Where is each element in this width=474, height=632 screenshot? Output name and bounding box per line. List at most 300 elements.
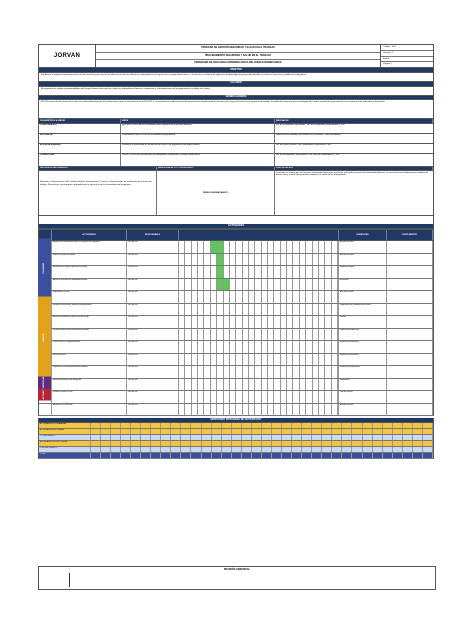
activity-compliance	[387, 391, 433, 403]
activity-responsible: Jefe de SST	[127, 241, 179, 253]
activity-row	[38, 266, 434, 279]
parameter-goal: Ejecutar el 100% de las actividades del programa en el periodo definido	[121, 124, 275, 133]
summary-cell	[222, 423, 232, 428]
activity-responsible: Jefe de SST	[127, 304, 179, 316]
summary-cell	[332, 441, 342, 446]
summary-cell	[101, 453, 111, 458]
summary-cell	[262, 423, 272, 428]
risk-header: RIESGO/IMPACTO CONTROLADO	[157, 167, 275, 171]
document-header	[38, 44, 434, 68]
summary-cell	[322, 435, 332, 440]
month-grid	[179, 291, 339, 303]
activity-header: ACTIVIDADES	[52, 230, 127, 240]
activity-evidence: Diagnóstico de condiciones de salud	[339, 304, 387, 316]
summary-cell	[282, 447, 292, 452]
activity-text: Capacitación en higiene postural	[52, 341, 127, 353]
summary-cell	[262, 447, 272, 452]
scope-text: El programa de vigilancia epidemiológica del riesgo biomecánico aplica a todos los trabajadores directos, contratistas y subcontratistas de la organización en todas sus sedes.	[38, 87, 434, 96]
resources-text: Humanos: Profesional en SST, médico laboral, fisioterapeuta. Técnicos: Herramientas de evaluación de puestos de trabajo. Financieros: presupuesto asignado para la ejecución de las actividades del programa.	[39, 171, 157, 215]
activity-compliance	[387, 379, 433, 391]
activity-responsible: Jefe de SST	[127, 329, 179, 341]
summary-cell	[282, 435, 292, 440]
summary-cell	[171, 441, 181, 446]
summary-cell	[181, 435, 191, 440]
parameter-row	[38, 134, 434, 144]
summary-cell	[423, 423, 433, 428]
activity-row	[38, 354, 434, 367]
activity-compliance	[387, 316, 433, 328]
summary-cell	[413, 441, 423, 446]
summary-cell	[141, 453, 151, 458]
month-cell	[332, 316, 338, 328]
objective-heading: OBJETIVO	[38, 68, 434, 73]
summary-cell	[242, 441, 252, 446]
company-logo: JORVAN	[39, 45, 96, 67]
months-header	[179, 230, 339, 240]
summary-cell	[373, 453, 383, 458]
summary-label: ACTIVIDADES PROGRAMADAS	[39, 423, 91, 428]
summary-cell	[111, 447, 121, 452]
justification-text: Teniendo en cuenta que las lesiones osteomusculares son una de las principales causas de enfermedad laboral, se hace necesario implementar medidas de prevención y control que permitan mantener la salud de los trabajadores.	[276, 171, 429, 177]
parameter-row	[38, 144, 434, 154]
summary-cell	[121, 423, 131, 428]
month-grid	[179, 266, 339, 278]
activity-evidence: Acta de revisión	[339, 404, 387, 416]
summary-cell	[292, 441, 302, 446]
generalities-heading: GENERALIDADES	[38, 96, 434, 101]
summary-cell	[181, 447, 191, 452]
activity-compliance	[387, 291, 433, 303]
evidence-header: EVIDENCIAS	[339, 230, 387, 240]
summary-cell	[363, 435, 373, 440]
summary-cell	[352, 447, 362, 452]
summary-cell	[161, 423, 171, 428]
summary-cell	[322, 447, 332, 452]
activity-responsible: Jefe de SST	[127, 391, 179, 403]
generalities-text: El PVE consta de dos fases de acción. Se realiza identificación de cuadro básico que se encuentran en la SG-SST, y se conforma el modelo teórico de intervención, identificando los factores de riesgo presentes en los puestos de trabajo, la población expuesta y las estrategias de control, promoción y prevención, con evaluación de indicadores de gestión.	[38, 100, 434, 119]
summary-cell	[232, 447, 242, 452]
summary-cell	[403, 447, 413, 452]
activity-responsible: Jefe de SST	[127, 379, 179, 391]
summary-cell	[91, 429, 101, 434]
summary-cell	[403, 435, 413, 440]
activity-evidence: Registro de asistencia	[339, 341, 387, 353]
summary-cell	[111, 441, 121, 446]
summary-cell	[242, 447, 252, 452]
activity-compliance	[387, 304, 433, 316]
summary-cell	[121, 447, 131, 452]
activity-text: Realizar inspecciones a puestos de trabajo	[52, 329, 127, 341]
activity-responsible: Jefe de SST	[127, 316, 179, 328]
month-grid	[179, 329, 339, 341]
summary-cell	[191, 441, 201, 446]
resources-row	[38, 171, 434, 216]
activity-compliance	[387, 241, 433, 253]
summary-cell	[352, 423, 362, 428]
activity-compliance	[387, 329, 433, 341]
summary-label: TOTAL	[39, 453, 91, 458]
summary-cell	[222, 447, 232, 452]
summary-cell	[342, 441, 352, 446]
summary-cell	[141, 435, 151, 440]
summary-cell	[393, 429, 403, 434]
summary-cell	[212, 423, 222, 428]
doc-version: Versión : 1	[381, 51, 433, 57]
summary-cell	[191, 453, 201, 458]
summary-cell	[101, 423, 111, 428]
summary-cell	[262, 453, 272, 458]
summary-cell	[121, 453, 131, 458]
activity-row	[38, 316, 434, 329]
summary-cell	[131, 441, 141, 446]
summary-cell	[342, 453, 352, 458]
activity-compliance	[387, 404, 433, 416]
activity-text: Realizar ajustes al PVE	[52, 391, 127, 403]
activity-text: Evaluar indicadores del programa	[52, 379, 127, 391]
month-cell	[332, 379, 338, 391]
summary-cell	[282, 429, 292, 434]
parameter-indicator: No. de casos nuevos / No. trabajadores expuestos x 100	[276, 144, 331, 147]
summary-cell	[252, 447, 262, 452]
activity-compliance	[387, 354, 433, 366]
activity-text: Analizar la población según nivel de riesgo	[52, 316, 127, 328]
summary-cell	[161, 447, 171, 452]
summary-cell	[161, 429, 171, 434]
phase-label: ACTUAR	[38, 389, 51, 401]
parameter-goal: Cumplimiento del 90% de las actividades programadas	[121, 134, 275, 143]
summary-cell	[212, 435, 222, 440]
month-grid	[179, 366, 339, 378]
summary-cell	[413, 453, 423, 458]
summary-cell	[131, 453, 141, 458]
summary-cell	[191, 429, 201, 434]
summary-cell	[121, 441, 131, 446]
activity-responsible: Jefe de SST	[127, 341, 179, 353]
summary-cell	[373, 435, 383, 440]
summary-cell	[272, 429, 282, 434]
month-cell	[332, 254, 338, 266]
scope-heading: ALCANCE	[38, 82, 434, 87]
summary-cell	[423, 447, 433, 452]
process-title: PROCESO DE GESTIÓN SEGURIDAD Y SALUD EN EL TRABAJO	[96, 45, 380, 53]
activity-evidence: Plan de mejora	[339, 391, 387, 403]
activity-row	[38, 291, 434, 304]
summary-cell	[352, 429, 362, 434]
parameter-row	[38, 124, 434, 134]
summary-cell	[272, 453, 282, 458]
summary-row	[38, 453, 434, 459]
activity-evidence: Acta de Reunión	[339, 291, 387, 303]
summary-cell	[413, 429, 423, 434]
summary-cell	[322, 453, 332, 458]
summary-cell	[111, 429, 121, 434]
month-grid	[179, 316, 339, 328]
summary-cell	[312, 453, 322, 458]
summary-cell	[342, 423, 352, 428]
management-review-label: REVISIÓN GERENCIAL	[223, 568, 251, 571]
parameter-label: EFICACIA (Impacto)	[39, 144, 121, 153]
activity-compliance	[387, 266, 433, 278]
summary-cell	[272, 423, 282, 428]
summary-cell	[161, 435, 171, 440]
doc-date: Fecha :	[381, 57, 433, 63]
phase-label: VERIFICAR	[38, 377, 51, 389]
summary-cell	[171, 435, 181, 440]
activity-row	[38, 279, 434, 292]
summary-cell	[373, 429, 383, 434]
summary-rows	[38, 423, 434, 459]
summary-cell	[383, 447, 393, 452]
summary-cell	[332, 435, 342, 440]
summary-cell	[111, 453, 121, 458]
summary-cell	[242, 453, 252, 458]
summary-cell	[171, 453, 181, 458]
summary-cell	[332, 453, 342, 458]
summary-cell	[302, 423, 312, 428]
schedule-heading: ACTIVIDADES	[38, 224, 434, 229]
summary-cell	[131, 423, 141, 428]
summary-cell	[262, 441, 272, 446]
phase-label: HACER	[38, 297, 51, 378]
summary-cell	[302, 453, 312, 458]
month-cell	[332, 404, 338, 416]
summary-cell	[352, 435, 362, 440]
activity-row	[38, 241, 434, 254]
summary-cell	[322, 429, 332, 434]
summary-cell	[393, 441, 403, 446]
summary-cell	[141, 441, 151, 446]
summary-cell	[423, 441, 433, 446]
summary-label: % CUMPLIMIENTO	[39, 435, 91, 440]
month-cell	[332, 341, 338, 353]
activity-responsible: Jefe de SST	[127, 266, 179, 278]
month-grid	[179, 354, 339, 366]
activity-responsible: Jefe de SST	[127, 354, 179, 366]
activity-responsible: Jefe de SST	[127, 404, 179, 416]
month-cell	[332, 266, 338, 278]
month-cell	[332, 241, 338, 253]
doc-code: Código : SST	[381, 45, 433, 51]
summary-cell	[403, 453, 413, 458]
summary-cell	[423, 435, 433, 440]
summary-cell	[101, 447, 111, 452]
resources-header: RECURSOS NECESARIOS	[39, 167, 157, 171]
summary-cell	[222, 453, 232, 458]
parameter-indicator: No. de trabajadores intervenidos / No. total de trabajadores x 100	[276, 154, 340, 157]
parameters-header: PARAMETROS A MEDIR	[39, 119, 121, 123]
summary-cell	[373, 423, 383, 428]
management-review-box	[38, 566, 436, 590]
summary-cell	[352, 453, 362, 458]
activity-text: Identificar los cargos expuestos al riesgo	[52, 266, 127, 278]
summary-cell	[383, 441, 393, 446]
summary-cell	[272, 435, 282, 440]
summary-cell	[383, 435, 393, 440]
month-cell	[332, 354, 338, 366]
summary-cell	[292, 423, 302, 428]
parameter-label: COBERTURA	[39, 154, 121, 166]
summary-cell	[222, 429, 232, 434]
activity-evidence: Informe de seguimiento	[339, 366, 387, 378]
activity-evidence: Registro de asistencia	[339, 354, 387, 366]
summary-cell	[141, 429, 151, 434]
summary-cell	[232, 435, 242, 440]
summary-cell	[252, 429, 262, 434]
summary-cell	[312, 447, 322, 452]
summary-cell	[232, 453, 242, 458]
activity-text: Seguimiento al PVE	[52, 291, 127, 303]
summary-cell	[363, 423, 373, 428]
summary-cell	[91, 435, 101, 440]
month-cell	[332, 304, 338, 316]
program-title: PROGRAMA DE VIGILANCIA EPIDEMIOLOGICA DEL RIESGO BIOMECANICO	[194, 61, 282, 65]
summary-cell	[302, 435, 312, 440]
summary-cell	[262, 429, 272, 434]
phase-cell	[39, 404, 52, 416]
summary-cell	[302, 429, 312, 434]
summary-cell	[332, 423, 342, 428]
goal-header: META	[121, 119, 275, 123]
summary-cell	[423, 453, 433, 458]
summary-cell	[191, 423, 201, 428]
summary-cell	[393, 435, 403, 440]
summary-cell	[232, 441, 242, 446]
summary-cell	[181, 423, 191, 428]
summary-cell	[272, 447, 282, 452]
activity-row	[38, 254, 434, 267]
parameter-label: EFICIENCIA	[39, 134, 121, 143]
activity-schedule	[38, 224, 434, 416]
objective-text: Establecer e implementar lineamientos de intervención y prevención de alteraciones de la salud de los trabajadores por exposición a riesgo biomecánico, a través de un sistema de vigilancia epidemiológica que permita identificar, evaluar e intervenir la población trabajadora.	[38, 73, 434, 82]
summary-cell	[181, 441, 191, 446]
summary-cell	[262, 435, 272, 440]
activity-evidence: Acta de Reunión	[339, 254, 387, 266]
risk-text: RIESGO BIOMECANICO	[157, 171, 275, 215]
summary-cell	[212, 453, 222, 458]
summary-cell	[212, 429, 222, 434]
summary-cell	[151, 435, 161, 440]
summary-cell	[212, 441, 222, 446]
activity-text: Seguimiento a recomendaciones médicas	[52, 366, 127, 378]
summary-cell	[292, 435, 302, 440]
summary-cell	[91, 447, 101, 452]
summary-cell	[363, 441, 373, 446]
summary-cell	[131, 447, 141, 452]
summary-cell	[161, 453, 171, 458]
month-cell	[332, 366, 338, 378]
summary-cell	[292, 453, 302, 458]
summary-cell	[151, 441, 161, 446]
summary-cell	[242, 429, 252, 434]
summary-cell	[151, 453, 161, 458]
activity-evidence: Acta de Reunión	[339, 241, 387, 253]
summary-cell	[342, 435, 352, 440]
activity-compliance	[387, 279, 433, 291]
summary-cell	[242, 423, 252, 428]
activity-text: Realizar evaluaciones médicas ocupacionales	[52, 304, 127, 316]
summary-cell	[181, 453, 191, 458]
summary-cell	[232, 423, 242, 428]
summary-cell	[312, 435, 322, 440]
summary-cell	[91, 441, 101, 446]
month-cell	[332, 391, 338, 403]
summary-cell	[403, 423, 413, 428]
activity-text: Asignar los responsables para el programa de vigilancia	[52, 241, 127, 253]
summary-cell	[202, 447, 212, 452]
month-cell	[332, 279, 338, 291]
summary-cell	[111, 423, 121, 428]
parameter-indicator: Número de actividades ejecutadas en el periodo / Total actividades	[276, 134, 341, 137]
summary-cell	[363, 453, 373, 458]
activity-evidence: Indicadores	[339, 379, 387, 391]
header-meta	[381, 45, 433, 67]
summary-cell	[413, 447, 423, 452]
summary-cell	[363, 429, 373, 434]
procedure-title: PROCEDIMIENTO SEGURIDAD Y SALUD EN EL TRABAJO	[96, 53, 380, 61]
parameter-label: CUMPLIMIENTO	[39, 124, 121, 133]
summary-cell	[322, 441, 332, 446]
summary-cell	[383, 423, 393, 428]
month-grid	[179, 279, 339, 291]
parameter-goal: Disminuir el porcentaje de incidencia de casos con diagnóstico de origen laboral	[121, 144, 275, 153]
activity-text: Ajustes al PVE de SME	[52, 404, 127, 416]
summary-cell	[393, 423, 403, 428]
summary-cell	[312, 423, 322, 428]
activity-compliance	[387, 366, 433, 378]
month-grid	[179, 341, 339, 353]
summary-cell	[302, 447, 312, 452]
activity-evidence: Formato de inspección	[339, 329, 387, 341]
month-cell	[332, 291, 338, 303]
activity-compliance	[387, 254, 433, 266]
summary-cell	[363, 447, 373, 452]
month-cell	[332, 329, 338, 341]
summary-cell	[383, 429, 393, 434]
summary-cell	[352, 441, 362, 446]
summary-cell	[413, 435, 423, 440]
activity-row	[38, 366, 434, 379]
summary-cell	[413, 423, 423, 428]
summary-cell	[212, 447, 222, 452]
summary-cell	[131, 429, 141, 434]
activity-responsible: Jefe de SST	[127, 291, 179, 303]
summary-cell	[181, 429, 191, 434]
activity-text: Elaborar el plan de trabajo	[52, 254, 127, 266]
activity-row	[38, 304, 434, 317]
header-titles	[96, 45, 381, 67]
activity-rows	[38, 241, 434, 416]
summary-cell	[302, 441, 312, 446]
summary-cell	[161, 441, 171, 446]
summary-cell	[322, 423, 332, 428]
summary-cell	[373, 441, 383, 446]
summary-cell	[403, 429, 413, 434]
summary-cell	[393, 447, 403, 452]
summary-cell	[242, 435, 252, 440]
month-grid	[179, 391, 339, 403]
summary-cell	[403, 441, 413, 446]
summary-cell	[171, 423, 181, 428]
summary-label: ACTIVIDADES EJECUTADAS	[39, 429, 91, 434]
summary-cell	[171, 447, 181, 452]
summary-cell	[121, 429, 131, 434]
month-grid	[179, 304, 339, 316]
summary-cell	[131, 435, 141, 440]
summary-label: ACTIVIDADES NO EJECUTADAS	[39, 441, 91, 446]
summary-cell	[121, 435, 131, 440]
parameter-row	[38, 154, 434, 167]
parameter-goal: Cubrir al 100% de la población de trabajadores expuestos al riesgo biomecánico	[121, 154, 275, 166]
